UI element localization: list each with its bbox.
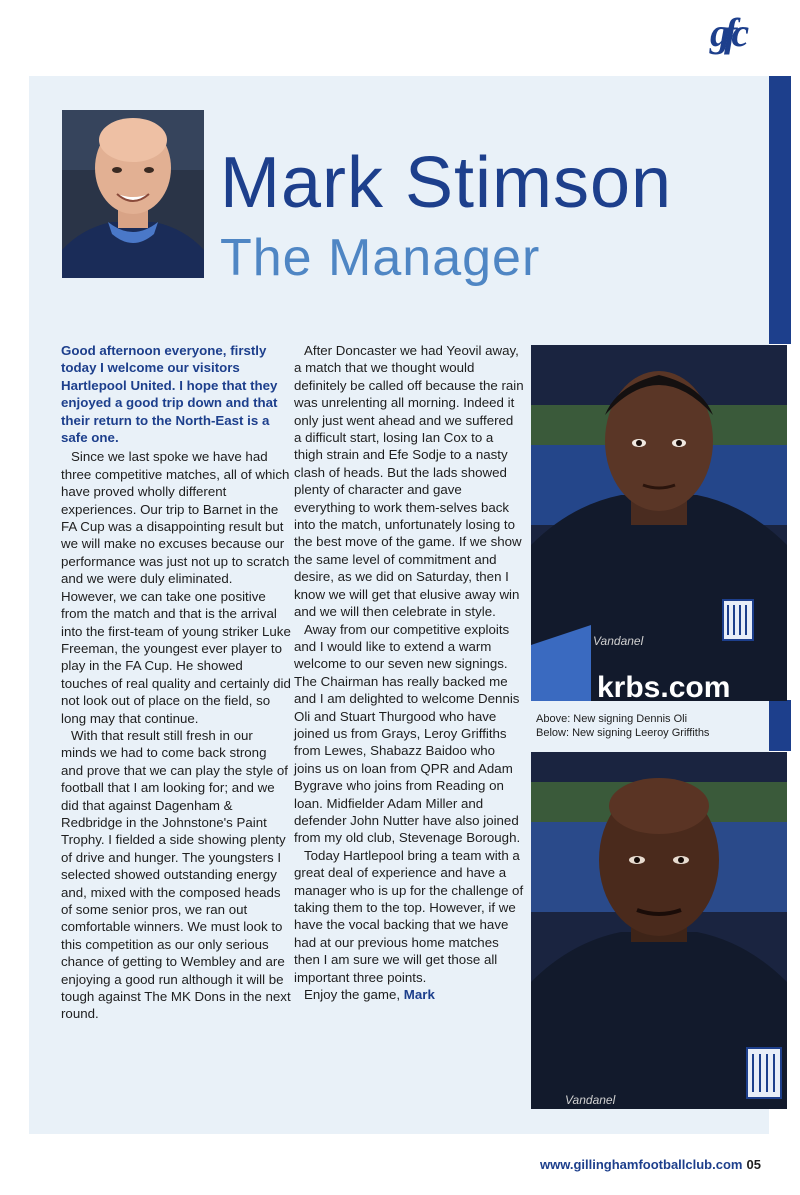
article-column-2: [294, 342, 524, 1003]
player-photo-leeroy-griffiths: [531, 752, 787, 1109]
article-paragraph: After Doncaster we had Yeovil away, a match that we thought would definitely be called off because the rain was unrelenting all morning. Indeed it only just went ahead and we suffered a difficult start, losing Ian Cox to a thigh strain and Efe Sodje to a nasty clash of heads. But the lads showed plenty of character and gave everything to work them-selves back into the match, unfortunately losing to the best move of the game. If we show the same level of commitment and desire, as we did on Saturday, then I know we will get that elusive away win and we will then celebrate in style.: [294, 343, 524, 620]
caption-above: Above: New signing Dennis Oli: [536, 713, 688, 725]
manager-portrait: [62, 110, 204, 278]
page-subtitle: The Manager: [220, 229, 541, 287]
sponsor-text: krbs.com: [597, 671, 731, 701]
article-closing: [294, 986, 524, 1003]
signature: Mark: [403, 987, 435, 1003]
article-paragraph: Today Hartlepool bring a team with a great deal of experience and have a manager who is up for the challenge of taking them to the top. However, if we have the vocal backing that we have had at our previous home matches then I am sure we will get those all important three points.: [294, 847, 524, 985]
kit-brand-text: Vandanel: [565, 1093, 616, 1107]
caption-below: Below: New signing Leeroy Griffiths: [536, 727, 710, 739]
photo-caption: [536, 712, 766, 740]
page-title: Mark Stimson: [220, 143, 673, 223]
accent-strip: [769, 76, 791, 344]
player-photo-dennis-oli: [531, 345, 787, 701]
article-column-1: [61, 342, 291, 1023]
player-photo-1-image: [531, 345, 787, 701]
article-paragraph: With that result still fresh in our minds we had to come back strong and prove that we can play the style of football that I am looking for; and we did that against Dagenham & Redbridge in the Johnstone's Paint Trophy. I fielded a side showing plenty of drive and hunger. The youngsters I selected showed outstanding energy and, mixed with the composed heads of some senior pros, we ran out comfortable winners. We must look to this competition as our only serious chance of getting to Wembley and are enjoying a good run although it will be tough against The MK Dons in the next round.: [61, 727, 291, 1022]
page-number: 05: [746, 1157, 761, 1172]
article-lead: Good afternoon everyone, firstly today I welcome our visitors Hartlepool United. I hope that they enjoyed a good trip down and that their return to the North-East is a safe one.: [61, 343, 278, 446]
accent-strip-caption: [769, 700, 791, 751]
manager-portrait-image: [62, 110, 204, 278]
player-photo-2-image: [531, 752, 787, 1109]
article-paragraph: Since we last spoke we have had three competitive matches, all of which have proved wholly different experiences. Our trip to Barnet in the FA Cup was a disappointing result but we will make no excuses because our performance was just not up to scratch and we were duly eliminated. However, we can take one positive from the match and that is the arrival into the first-team of young striker Luke Freeman, the youngest ever player to play in the FA Cup. He showed touches of real quality and certainly did not look out of place on the field, so long may that continue.: [61, 449, 291, 726]
club-logo: gfc: [710, 10, 744, 55]
page-footer: [540, 1157, 792, 1172]
kit-brand-text: Vandanel: [593, 634, 644, 648]
footer-url[interactable]: www.gillinghamfootballclub.com: [540, 1157, 743, 1172]
closing-text: Enjoy the game,: [304, 987, 401, 1003]
article-paragraph: Away from our competitive exploits and I would like to extend a warm welcome to our seven new signings. The Chairman has really backed me and I am delighted to welcome Dennis Oli and Stuart Thurgood who have joined us from Grays, Leroy Griffiths from Lewes, Shabazz Baidoo who joins us on loan from QPR and Adam Bygrave who joins from Reading on loan. Midfielder Adam Miller and defender John Nutter have also joined from my old club, Stevenage Borough.: [294, 621, 521, 846]
